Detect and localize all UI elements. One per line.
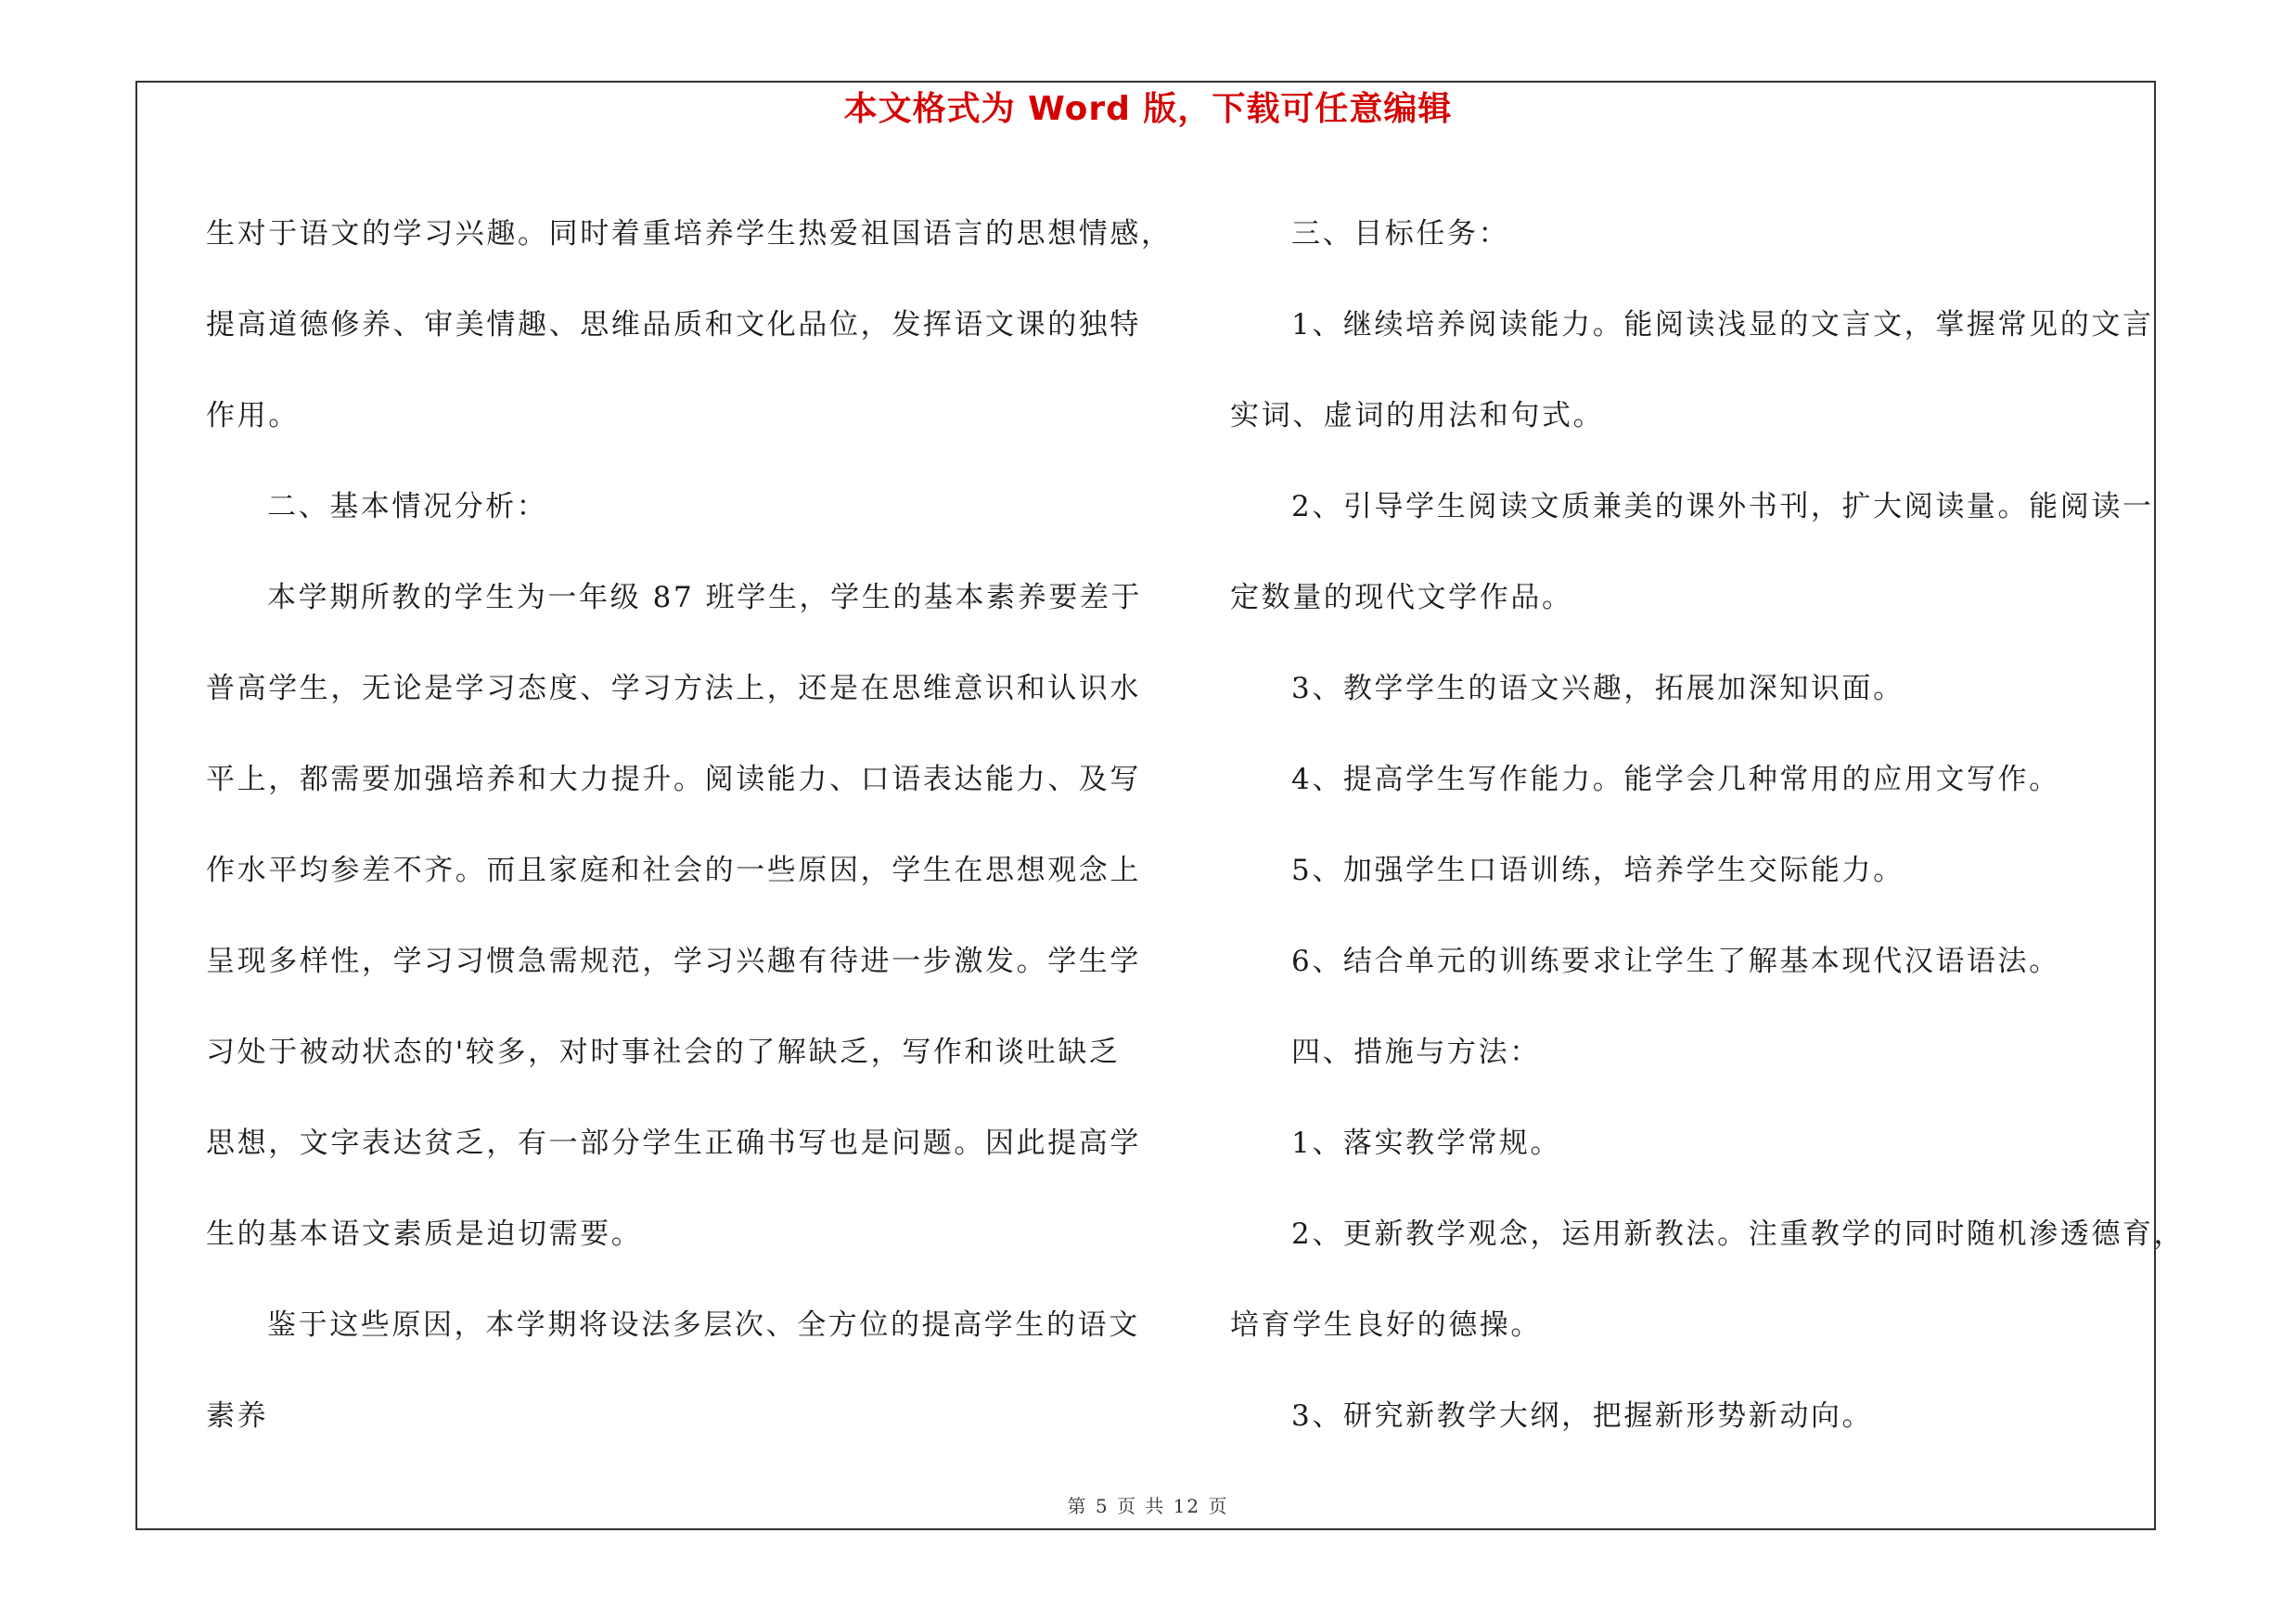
text-line: 3、研究新教学大纲，把握新形势新动向。 xyxy=(1291,1399,1874,1433)
text-line: 生对于语文的学习兴趣。同时着重培养学生热爱祖国语言的思想情感， xyxy=(206,217,1173,251)
text-line: 习处于被动状态的'较多，对时事社会的了解缺乏，写作和谈吐缺乏 xyxy=(206,1036,1121,1069)
text-line: 思想，文字表达贫乏，有一部分学生正确书写也是问题。因此提高学 xyxy=(206,1127,1141,1160)
text-line: 定数量的现代文学作品。 xyxy=(1230,581,1573,614)
text-line: 3、教学学生的语文兴趣，拓展加深知识面。 xyxy=(1291,672,1905,705)
text-line: 4、提高学生写作能力。能学会几种常用的应用文写作。 xyxy=(1291,763,2060,796)
page-number-footer: 第 5 页 共 12 页 xyxy=(1067,1495,1229,1517)
text-line: 作水平均参差不齐。而且家庭和社会的一些原因，学生在思想观念上 xyxy=(206,854,1141,887)
text-line: 生的基本语文素质是迫切需要。 xyxy=(206,1217,643,1251)
left-text-column xyxy=(206,188,1173,1462)
text-line: 实词、虚词的用法和句式。 xyxy=(1230,399,1605,432)
text-line: 培育学生良好的德操。 xyxy=(1230,1308,1542,1342)
text-line: 四、措施与方法： xyxy=(1291,1036,1541,1069)
text-line: 1、落实教学常规。 xyxy=(1291,1127,1562,1160)
text-line: 2、更新教学观念，运用新教法。注重教学的同时随机渗透德育， xyxy=(1291,1217,2186,1251)
text-line: 鉴于这些原因，本学期将设法多层次、全方位的提高学生的语文 xyxy=(267,1308,1140,1342)
text-line: 平上，都需要加强培养和大力提升。阅读能力、口语表达能力、及写 xyxy=(206,763,1141,796)
text-line: 素养 xyxy=(206,1399,269,1433)
text-line: 呈现多样性，学习习惯急需规范，学习兴趣有待进一步激发。学生学 xyxy=(206,945,1141,978)
right-text-column xyxy=(1230,188,2186,1462)
text-line: 三、目标任务： xyxy=(1291,217,1510,251)
document-header-title: 本文格式为 Word 版，下载可任意编辑 xyxy=(843,90,1453,128)
text-line: 提高道德修养、审美情趣、思维品质和文化品位，发挥语文课的独特 xyxy=(206,308,1141,341)
text-line: 普高学生，无论是学习态度、学习方法上，还是在思维意识和认识水 xyxy=(206,672,1141,705)
text-line: 5、加强学生口语训练，培养学生交际能力。 xyxy=(1291,854,1905,887)
text-line: 本学期所教的学生为一年级 87 班学生，学生的基本素养要差于 xyxy=(267,581,1143,614)
text-line: 1、继续培养阅读能力。能阅读浅显的文言文，掌握常见的文言 xyxy=(1291,308,2154,341)
text-line: 6、结合单元的训练要求让学生了解基本现代汉语语法。 xyxy=(1291,945,2060,978)
text-line: 作用。 xyxy=(206,399,300,432)
text-line: 二、基本情况分析： xyxy=(267,490,548,523)
text-line: 2、引导学生阅读文质兼美的课外书刊，扩大阅读量。能阅读一 xyxy=(1291,490,2154,523)
